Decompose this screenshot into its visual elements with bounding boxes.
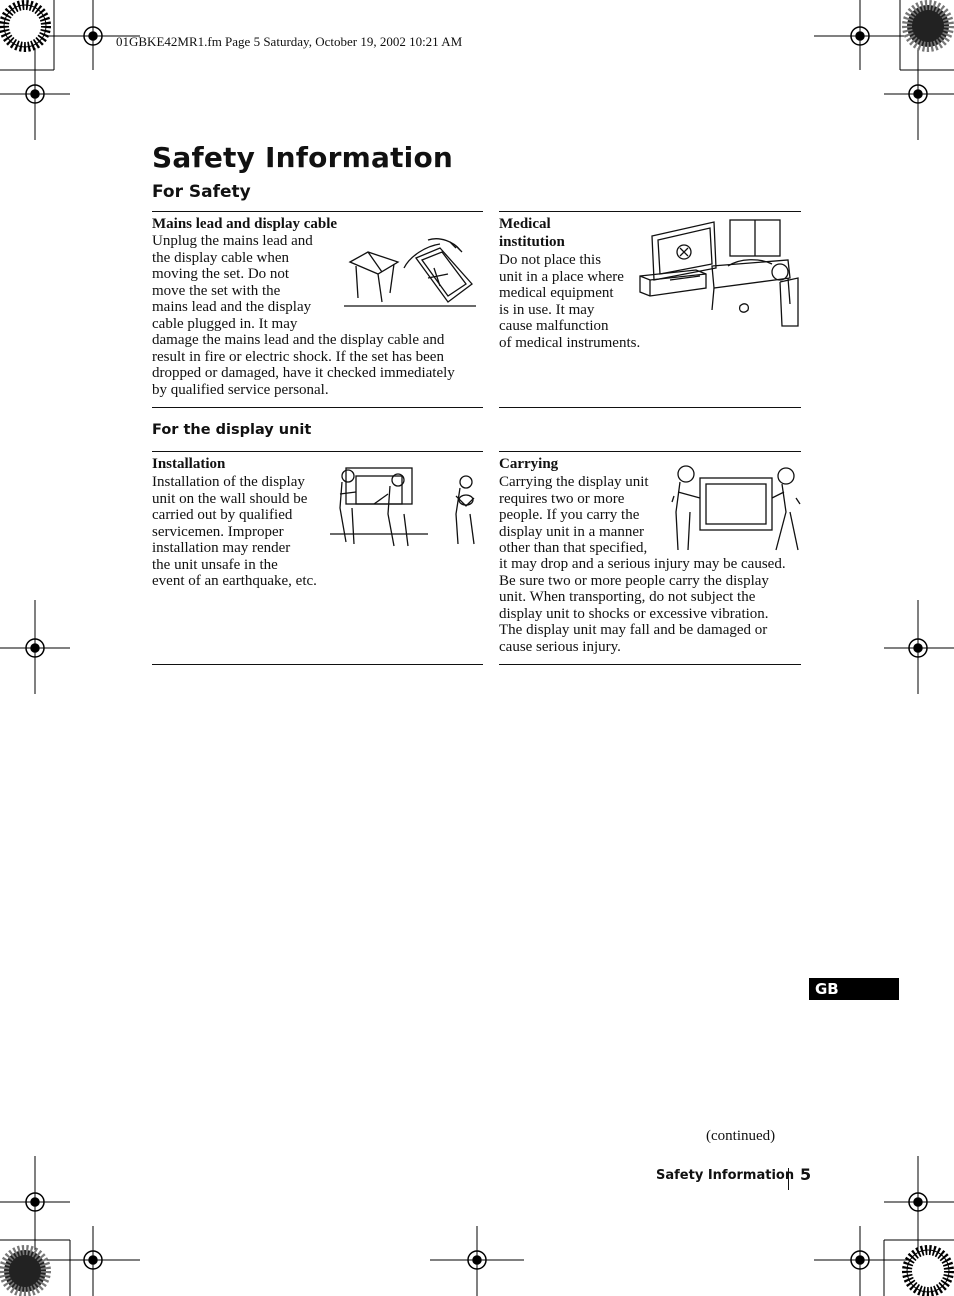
divider xyxy=(152,211,483,212)
language-tab: GB xyxy=(809,978,899,1000)
divider xyxy=(499,211,801,212)
continued-note: (continued) xyxy=(706,1128,776,1144)
divider xyxy=(499,451,801,452)
mains-lead-text-continued: damage the mains lead and the display cable and result in fire or electric shock. If the set has been dropped or damaged, have it checked immediately by qualified service personal. xyxy=(152,332,455,398)
medical-text: Do not place this unit in a place where medical equipment is in use. It may cause malfunction of medical instruments. xyxy=(499,252,641,351)
carrying-illustration xyxy=(672,462,802,552)
page-title: Safety Information xyxy=(152,141,454,174)
footer-section-label: Safety Information xyxy=(656,1168,795,1183)
carrying-text-continued: it may drop and a serious injury may be caused. Be sure two or more people carry the display unit. When transporting, do not subject the display unit to shocks or excessive vibration. The display unit may fall and be damaged or cause serious injury. xyxy=(499,556,786,655)
section-heading-for-safety: For Safety xyxy=(152,182,251,202)
divider xyxy=(499,407,801,408)
installation-title: Installation xyxy=(152,456,226,472)
mains-lead-text: Unplug the mains lead and the display cable when moving the set. Do not move the set with the mains lead and the display cable plugged in. It may xyxy=(152,233,313,332)
section-heading-display-unit: For the display unit xyxy=(152,422,312,438)
footer-divider xyxy=(788,1168,789,1190)
file-header: 01GBKE42MR1.fm Page 5 Saturday, October 19, 2002 10:21 AM xyxy=(116,34,463,49)
carrying-text: Carrying the display unit requires two or more people. If you carry the display unit in a manner other than that specified, xyxy=(499,474,649,556)
page-number: 5 xyxy=(800,1165,812,1184)
carrying-title: Carrying xyxy=(499,456,559,472)
divider xyxy=(499,664,801,665)
medical-institution-illustration xyxy=(640,218,800,328)
installation-illustration xyxy=(330,464,482,549)
divider xyxy=(152,451,483,452)
mains-lead-title: Mains lead and display cable xyxy=(152,216,338,232)
divider xyxy=(152,664,483,665)
installation-text: Installation of the display unit on the wall should be carried out by qualified servicemen. Improper installation may render the unit unsafe in the event of an earthquake, etc. xyxy=(152,474,317,589)
moving-set-illustration xyxy=(344,238,484,313)
medical-title: Medical institution xyxy=(499,216,565,250)
divider xyxy=(152,407,483,408)
